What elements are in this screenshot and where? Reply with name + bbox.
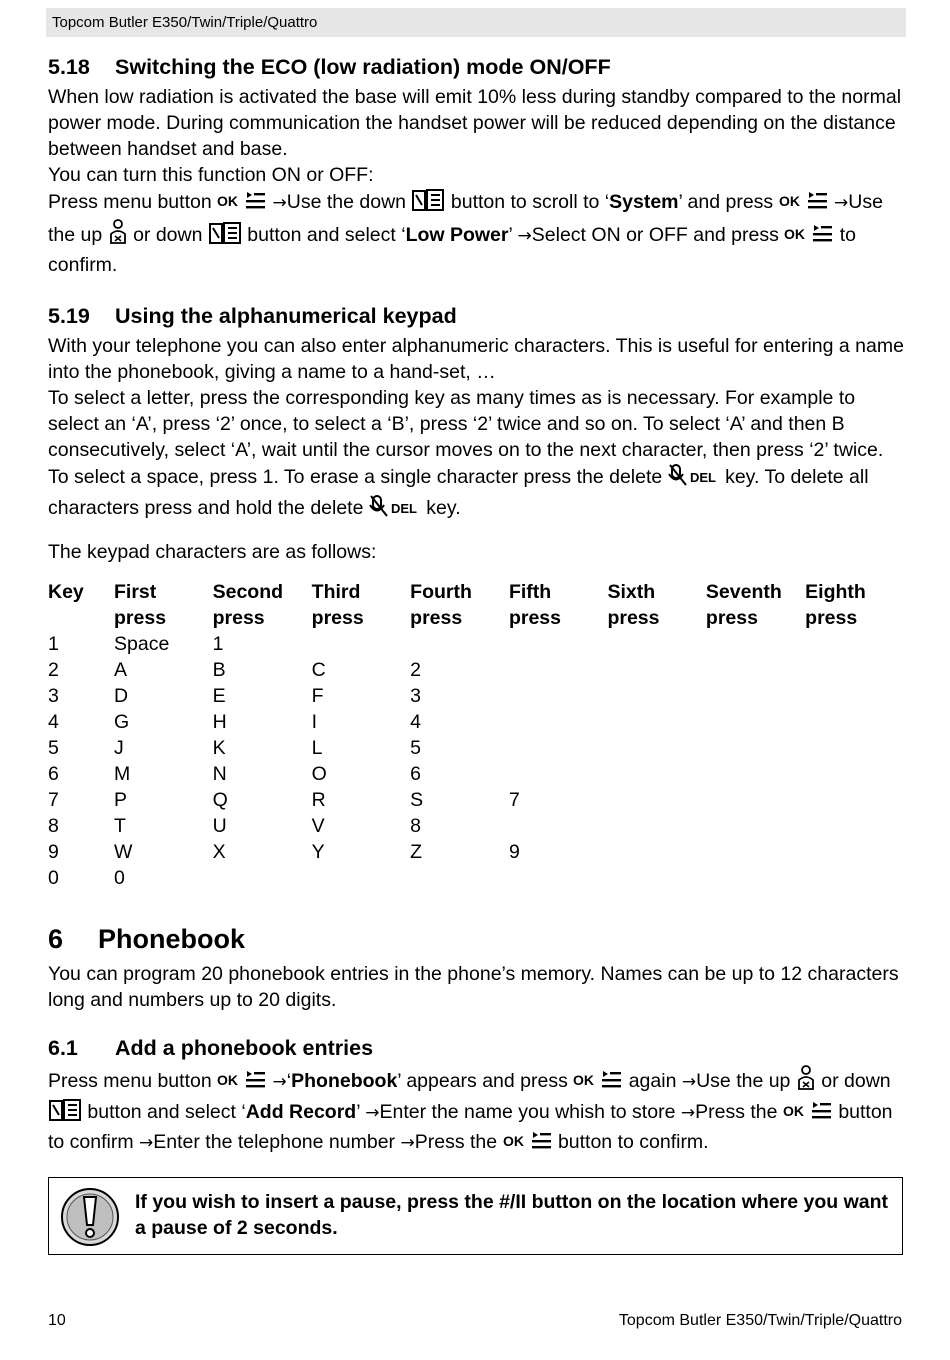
character-cell (805, 657, 904, 683)
character-cell: Y (311, 841, 325, 863)
mute-delete-icon (668, 463, 720, 494)
chapter-number: 6 (48, 924, 64, 954)
character-cell: G (114, 711, 130, 733)
character-cell (509, 709, 607, 735)
character-cell: 5 (410, 737, 422, 759)
character-cell: O (311, 763, 327, 785)
key-cell: 4 (48, 711, 59, 733)
table-row (48, 735, 904, 761)
character-cell (805, 631, 904, 657)
character-cell (607, 839, 705, 865)
ok-menu-button-icon (217, 1069, 267, 1098)
character-cell: H (212, 711, 227, 733)
phonebook-down-icon (208, 221, 242, 252)
character-cell (706, 813, 805, 839)
table-row (48, 709, 904, 735)
column-header: Fourth press (410, 581, 472, 629)
character-cell (706, 761, 805, 787)
character-cell: W (114, 841, 133, 863)
character-cell: X (212, 841, 226, 863)
column-header: Fifth press (508, 581, 561, 629)
chapter-6-heading (48, 921, 904, 957)
character-cell (509, 813, 607, 839)
character-cell: V (311, 815, 325, 837)
key-cell: 6 (48, 763, 59, 785)
paragraph: You can program 20 phonebook entries in the phone’s memory. Names can be up to 12 characters long and numbers up to 20 digits. (48, 963, 899, 1011)
character-cell: R (311, 789, 326, 811)
character-cell: J (114, 737, 124, 759)
key-cell: 3 (48, 685, 59, 707)
character-cell (410, 631, 509, 657)
bold-term: Add Record (245, 1101, 357, 1123)
paragraph: To select a space, press 1. To erase a single character press the delete DEL key. To delete all characters press and hold the delete DEL key. (48, 463, 904, 525)
character-cell: A (114, 659, 128, 681)
character-cell: S (410, 789, 424, 811)
character-cell: 3 (410, 685, 422, 707)
character-cell: 2 (410, 659, 422, 681)
warning-icon (59, 1187, 121, 1252)
bold-term: System (609, 191, 679, 213)
key-cell: 8 (48, 815, 59, 837)
character-cell (805, 683, 904, 709)
svg-text:OK: OK (573, 1072, 595, 1088)
section-title: Using the alphanumerical keypad (115, 304, 457, 328)
character-cell (312, 631, 410, 657)
character-cell: D (114, 685, 129, 707)
svg-text:OK: OK (782, 1103, 804, 1119)
character-cell (805, 865, 904, 891)
character-cell: U (212, 815, 227, 837)
ok-menu-button-icon (779, 190, 829, 219)
section-title: Switching the ECO (low radiation) mode ON/OFF (115, 55, 611, 79)
character-cell: 0 (114, 867, 125, 889)
arrow-icon: → (680, 1103, 696, 1123)
character-cell (706, 787, 805, 813)
character-cell: 1 (212, 633, 224, 655)
column-header: First press (114, 581, 167, 629)
key-cell: 0 (48, 867, 59, 889)
column-header: Eighth press (805, 581, 866, 629)
svg-text:OK: OK (217, 1072, 239, 1088)
arrow-icon: → (272, 1072, 287, 1092)
character-cell (706, 839, 805, 865)
character-cell (509, 865, 607, 891)
arrow-icon: → (272, 193, 287, 213)
character-cell (607, 657, 705, 683)
character-cell (706, 657, 805, 683)
mute-delete-icon (369, 494, 421, 525)
table-row (48, 839, 904, 865)
character-cell: E (212, 685, 226, 707)
column-header: Second press (212, 581, 284, 629)
character-cell: 4 (410, 711, 422, 733)
paragraph: When low radiation is activated the base will emit 10% less during standby compared to the normal power mode. During communication the handset power will be reduced depending on the distance between handset and base. (48, 86, 902, 160)
character-cell: B (212, 659, 226, 681)
ok-menu-button-icon (503, 1130, 553, 1159)
svg-text:DEL: DEL (689, 470, 716, 485)
character-cell: M (114, 763, 131, 785)
character-cell (805, 735, 904, 761)
column-header: Sixth press (607, 581, 660, 629)
key-cell: 2 (48, 659, 59, 681)
paragraph: With your telephone you can also enter alphanumeric characters. This is useful for entering a name into the phonebook, giving a name to a hand-set, … (48, 335, 904, 383)
character-cell (805, 787, 904, 813)
character-cell (607, 787, 705, 813)
arrow-icon: → (365, 1103, 380, 1123)
page-number: 10 (48, 1312, 66, 1329)
character-cell (805, 709, 904, 735)
character-cell (509, 683, 607, 709)
section-5-19-heading (48, 301, 904, 331)
section-number: 5.19 (48, 304, 90, 328)
table-row (48, 683, 904, 709)
ok-menu-button-icon (573, 1069, 623, 1098)
character-cell: C (311, 659, 326, 681)
arrow-icon: → (400, 1133, 415, 1153)
character-cell (607, 865, 705, 891)
note-box (48, 1177, 903, 1255)
character-cell: F (311, 685, 324, 707)
arrow-icon: → (834, 193, 849, 213)
table-row (48, 631, 904, 657)
table-header-row (48, 579, 904, 631)
character-cell: Space (114, 633, 170, 655)
section-number: 5.18 (48, 55, 90, 79)
character-cell: K (212, 737, 226, 759)
character-cell (607, 709, 705, 735)
header-title: Topcom Butler E350/Twin/Triple/Quattro (52, 14, 318, 31)
character-cell: N (212, 763, 227, 785)
character-cell (213, 865, 312, 891)
character-cell: T (114, 815, 126, 837)
section-number: 6.1 (48, 1036, 78, 1060)
character-cell: 6 (410, 763, 422, 785)
table-row (48, 761, 904, 787)
column-header: Seventh press (705, 581, 782, 629)
character-cell (805, 761, 904, 787)
phonebook-down-icon (48, 1098, 82, 1129)
table-row (48, 657, 904, 683)
arrow-icon: → (517, 226, 532, 246)
section-6-1-heading (48, 1033, 904, 1063)
key-cell: 9 (48, 841, 59, 863)
svg-text:OK: OK (784, 226, 806, 242)
section-5-18-heading (48, 52, 904, 82)
character-cell (607, 631, 705, 657)
character-cell (509, 761, 607, 787)
character-cell: 9 (508, 841, 520, 863)
character-cell (607, 683, 705, 709)
svg-text:DEL: DEL (390, 501, 417, 516)
table-row (48, 787, 904, 813)
character-cell (607, 813, 705, 839)
character-cell: 7 (508, 789, 520, 811)
keypad-table (48, 579, 904, 891)
contact-up-icon (796, 1065, 816, 1098)
character-cell (706, 683, 805, 709)
column-header: Key (48, 581, 84, 603)
ok-menu-button-icon (217, 190, 267, 219)
instruction-paragraph: Press menu button OK →Use the down button to scroll to ‘System’ and press OK →Use the up or down button and select ‘Low Power’ →Select ON or OFF and press OK to confirm. (48, 188, 904, 278)
character-cell (706, 865, 805, 891)
page-content (48, 52, 904, 1255)
svg-text:OK: OK (502, 1133, 524, 1149)
column-header: Third press (311, 581, 364, 629)
svg-text:OK: OK (778, 193, 800, 209)
paragraph: To select a letter, press the corresponding key as many times as is necessary. For example to select an ‘A’, press ‘2’ once, to select a ‘B’, press ‘2’ twice and so on. To select ‘A’ and then B consecutively, select ‘A’, wait until the cursor moves on to the next character, then press ‘2’ twice. (48, 387, 884, 461)
character-cell: L (311, 737, 323, 759)
table-row (48, 813, 904, 839)
ok-menu-button-icon (784, 223, 834, 252)
contact-up-icon (108, 219, 128, 252)
character-cell (312, 865, 410, 891)
arrow-icon: → (139, 1133, 154, 1153)
character-cell (706, 631, 805, 657)
table-row (48, 865, 904, 891)
character-cell (706, 709, 805, 735)
character-cell (805, 813, 904, 839)
paragraph: The keypad characters are as follows: (48, 541, 377, 563)
character-cell (509, 735, 607, 761)
paragraph: You can turn this function ON or OFF: (48, 164, 374, 186)
instruction-paragraph: Press menu button OK →‘Phonebook’ appears and press OK again →Use the up or down button and select ‘Add Record’ →Enter the name you whish to store →Press the OK button to confirm →Enter the telephone number →Press the OK button to confirm. (48, 1065, 904, 1159)
svg-text:OK: OK (217, 193, 239, 209)
character-cell: P (114, 789, 128, 811)
phonebook-down-icon (411, 188, 445, 219)
character-cell (509, 631, 607, 657)
character-cell (410, 865, 509, 891)
character-cell: Z (410, 841, 423, 863)
character-cell (607, 761, 705, 787)
character-cell: 8 (410, 815, 422, 837)
key-cell: 5 (48, 737, 59, 759)
bold-term: Phonebook (291, 1070, 398, 1092)
character-cell (706, 735, 805, 761)
ok-menu-button-icon (783, 1100, 833, 1129)
keypad-table-body (48, 631, 904, 891)
note-text: If you wish to insert a pause, press the #/II button on the location where you want a pause of 2 seconds. (135, 1191, 889, 1239)
page-header (46, 8, 906, 37)
key-cell: 7 (48, 789, 59, 811)
section-title: Add a phonebook entries (115, 1036, 374, 1060)
bold-term: Low Power (405, 224, 509, 246)
chapter-title: Phonebook (98, 924, 245, 954)
arrow-icon: → (681, 1072, 697, 1092)
key-cell: 1 (48, 633, 59, 655)
character-cell: Q (212, 789, 228, 811)
character-cell: I (311, 711, 318, 733)
character-cell (509, 657, 607, 683)
character-cell (805, 839, 904, 865)
character-cell (607, 735, 705, 761)
footer-title: Topcom Butler E350/Twin/Triple/Quattro (618, 1312, 902, 1329)
